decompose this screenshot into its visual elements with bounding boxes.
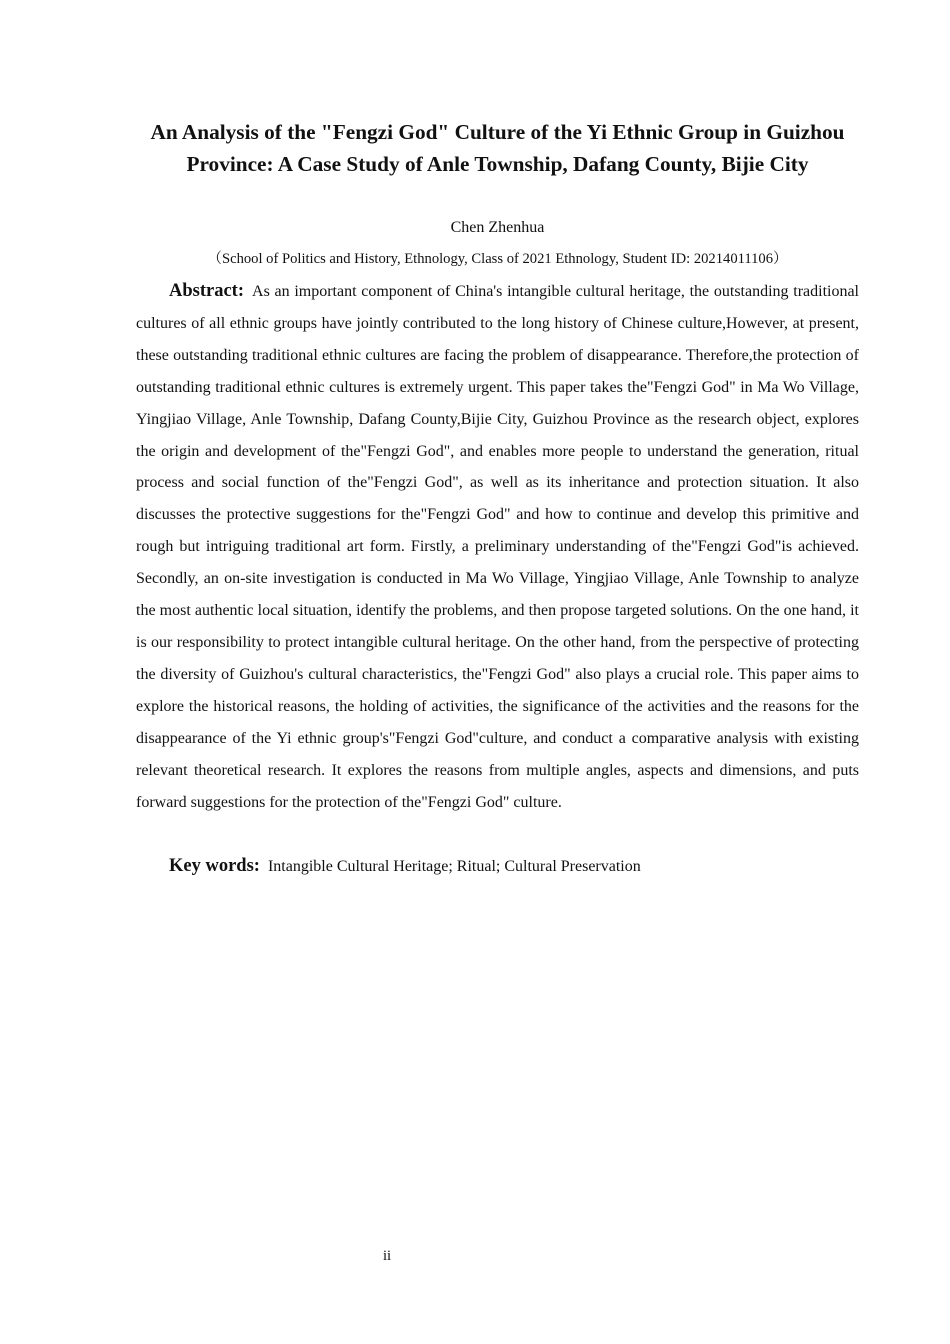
abstract-paragraph	[136, 276, 859, 818]
keywords-paragraph	[136, 851, 859, 882]
author-affiliation: （School of Politics and History, Ethnology, Class of 2021 Ethnology, Student ID: 20214011106）	[207, 251, 788, 267]
paper-title: An Analysis of the "Fengzi God" Culture of the Yi Ethnic Group in Guizhou Province: A Case Study of Anle Township, Dafang County, Bijie City	[150, 120, 845, 176]
abstract-label: Abstract:	[169, 281, 245, 301]
page-number: ii	[382, 1248, 392, 1264]
abstract-text: As an important component of China's intangible cultural heritage, the outstanding traditional cultures of all ethnic groups have jointly contributed to the long history of Chinese culture,However, at present, these outstanding traditional ethnic cultures are facing the problem of disappearance. Therefore,the protection of outstanding traditional ethnic cultures is extremely urgent. This paper takes the"Fengzi God" in Ma Wo Village, Yingjiao Village, Anle Township, Dafang County,Bijie City, Guizhou Province as the research object, explores the origin and development of the"Fengzi God", and enables more people to understand the generation, ritual process and social function of the"Fengzi God", as well as its inheritance and protection situation. It also discusses the protective suggestions for the"Fengzi God" and how to continue and develop this primitive and rough but intriguing traditional art form. Firstly, a preliminary understanding of the"Fengzi God"is achieved. Secondly, an on-site investigation is conducted in Ma Wo Village, Yingjiao Village, Anle Township to analyze the most authentic local situation, identify the problems, and then propose targeted solutions. On the one hand, it is our responsibility to protect intangible cultural heritage. On the other hand, from the perspective of protecting the diversity of Guizhou's cultural characteristics, the"Fengzi God" also plays a crucial role. This paper aims to explore the historical reasons, the holding of activities, the significance of the activities and the reasons for the disappearance of the Yi ethnic group's"Fengzi God"culture, and conduct a comparative analysis with existing relevant theoretical research. It explores the reasons from multiple angles, aspects and dimensions, and puts forward suggestions for the protection of the"Fengzi God" culture.	[136, 283, 859, 811]
keywords-label: Key words:	[169, 856, 260, 876]
keywords-text: Intangible Cultural Heritage; Ritual; Cultural Preservation	[267, 858, 641, 875]
author-name: Chen Zhenhua	[450, 219, 545, 236]
